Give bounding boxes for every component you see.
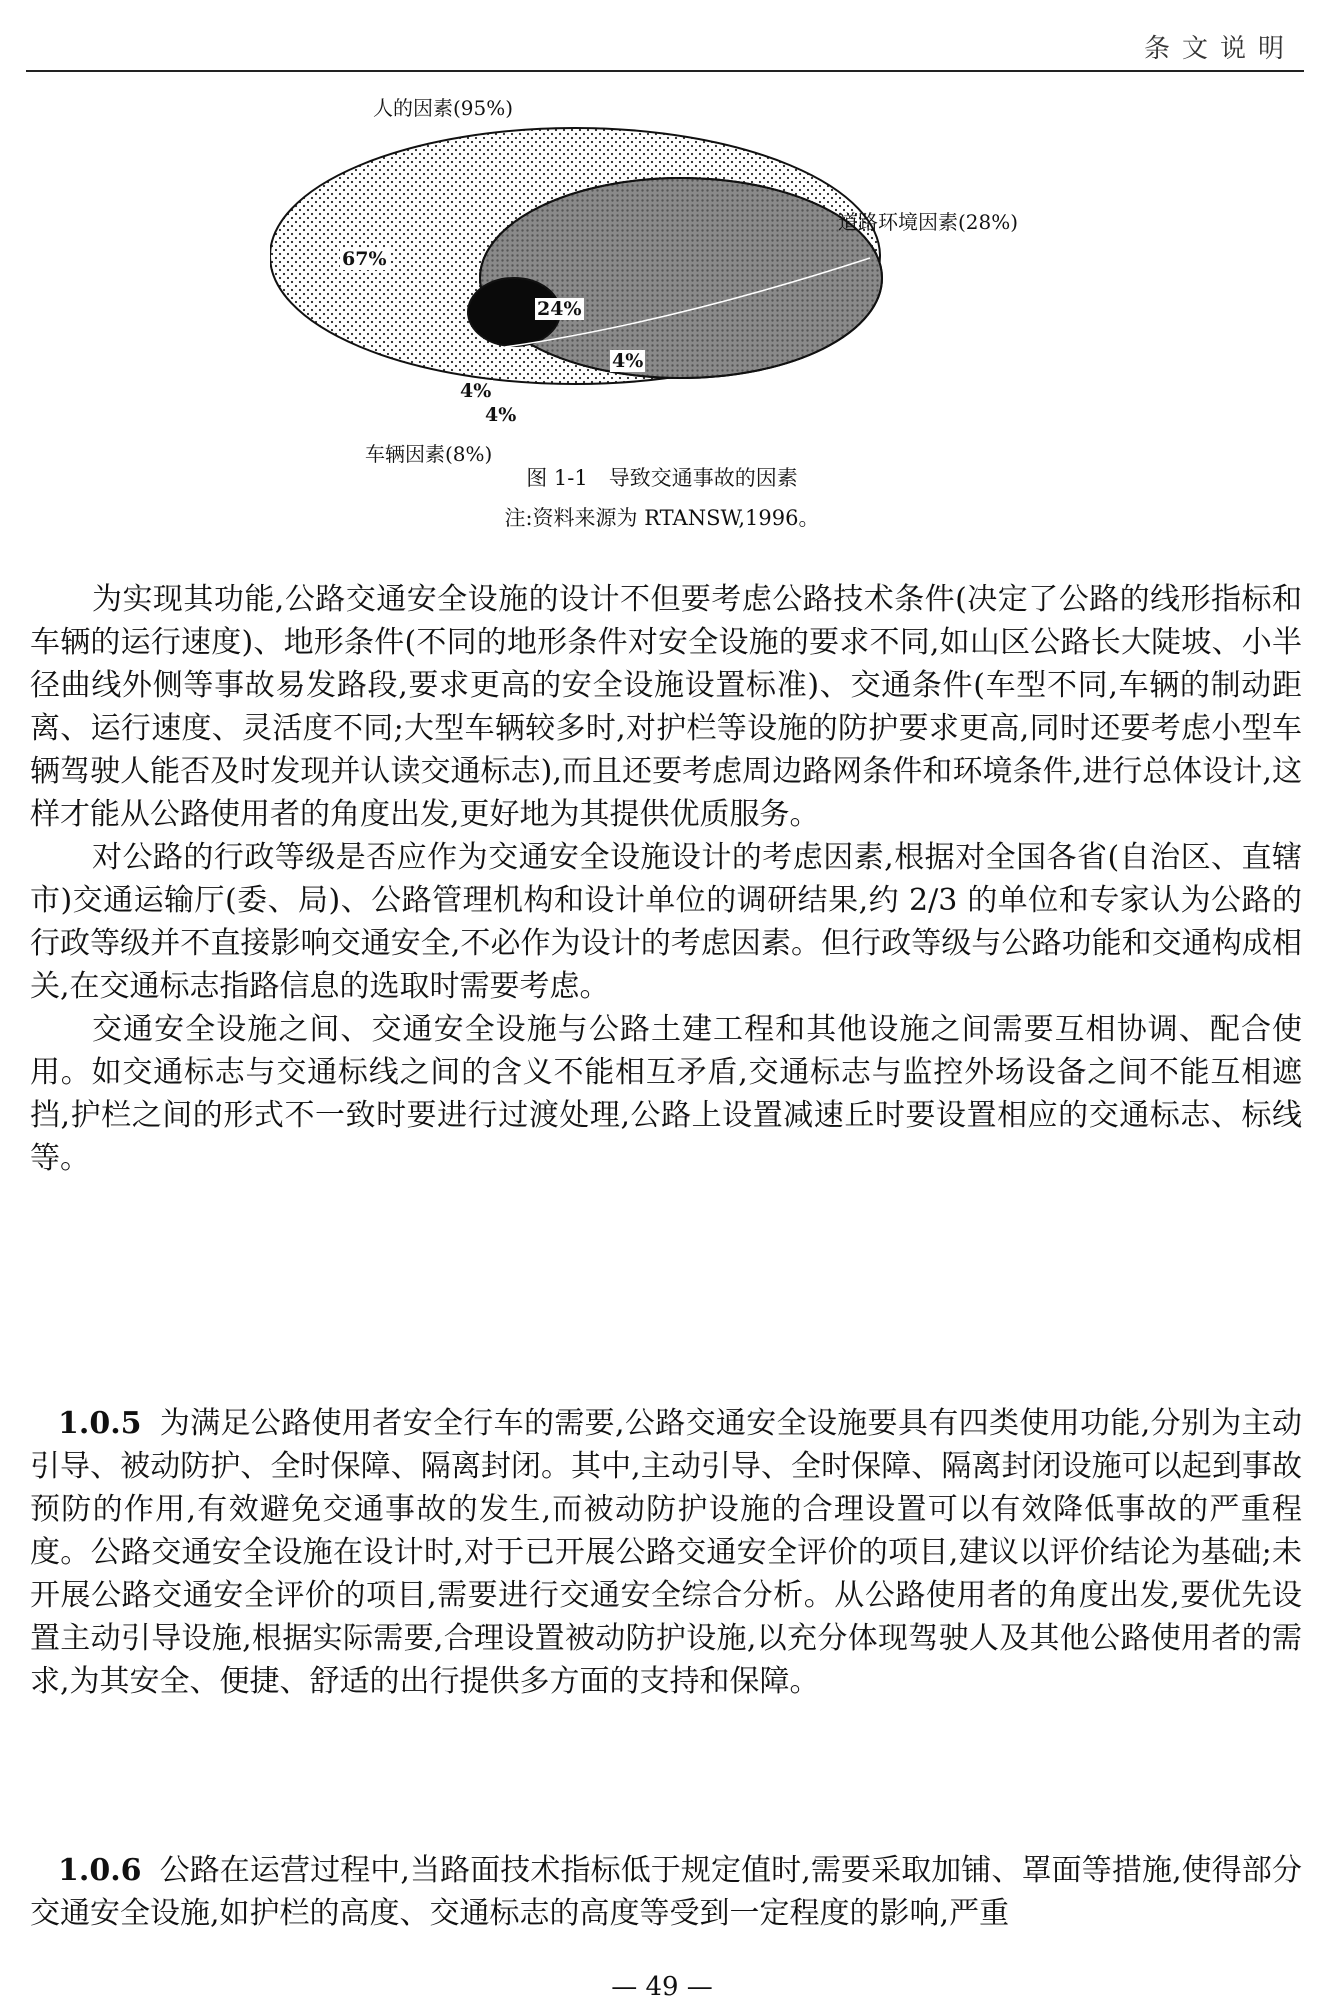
pct-all-three: 4% — [485, 404, 517, 426]
pct-human-only: 67% — [342, 248, 387, 270]
clause-1-0-5 — [30, 1402, 1302, 1703]
paragraph-block — [30, 578, 1302, 1180]
pct-human-road: 24% — [537, 298, 582, 320]
paragraph: 交通安全设施之间、交通安全设施与公路土建工程和其他设施之间需要互相协调、配合使用。如交通标志与交通标线之间的含义不能相互矛盾,交通标志与监控外场设备之间不能互相遮挡,护栏之间的形式不一致时要进行过渡处理,公路上设置减速丘时要设置相应的交通标志、标线等。 — [30, 1012, 1302, 1176]
venn-figure — [270, 96, 1070, 508]
pct-road-only: 4% — [612, 350, 644, 372]
clause-text: 为满足公路使用者安全行车的需要,公路交通安全设施要具有四类使用功能,分别为主动引导、被动防护、全时保障、隔离封闭。其中,主动引导、全时保障、隔离封闭设施可以起到事故预防的作用,有效避免交通事故的发生,而被动防护设施的合理设置可以有效降低事故的严重程度。公路交通安全设施在设计时,对于已开展公路交通安全评价的项目,建议以评价结论为基础;未开展公路交通安全评价的项目,需要进行交通安全综合分析。从公路使用者的角度出发,要优先设置主动引导设施,根据实际需要,合理设置被动防护设施,以充分体现驾驶人及其他公路使用者的需求,为其安全、便捷、舒适的出行提供多方面的支持和保障。 — [30, 1406, 1302, 1699]
page-header — [26, 18, 1304, 72]
human-factor-label: 人的因素(95%) — [373, 96, 514, 120]
page-number: — 49 — — [611, 1972, 713, 2002]
header-title: 条文说明 — [1143, 34, 1296, 64]
figure-note: 注:资料来源为 RTANSW,1996。 — [504, 506, 820, 530]
clause-number: 1.0.6 — [58, 1853, 142, 1888]
figure-caption: 图 1-1 导致交通事故的因素 — [526, 466, 798, 490]
clause-text: 公路在运营过程中,当路面技术指标低于规定值时,需要采取加铺、罩面等措施,使得部分交通安全设施,如护栏的高度、交通标志的高度等受到一定程度的影响,严重 — [30, 1853, 1302, 1931]
vehicle-factor-label: 车辆因素(8%) — [365, 442, 493, 466]
clause-1-0-6 — [30, 1849, 1302, 1935]
clause-number: 1.0.5 — [58, 1406, 142, 1441]
pct-human-vehicle: 4% — [460, 380, 492, 402]
paragraph: 对公路的行政等级是否应作为交通安全设施设计的考虑因素,根据对全国各省(自治区、直辖市)交通运输厅(委、局)、公路管理机构和设计单位的调研结果,约 2/3 的单位和专家认为公路的行政等级并不直接影响交通安全,不必作为设计的考虑因素。但行政等级与公路功能和交通构成相关,在交通标志指路信息的选取时需要考虑。 — [30, 840, 1302, 1004]
road-factor-ellipse — [480, 178, 882, 378]
paragraph: 为实现其功能,公路交通安全设施的设计不但要考虑公路技术条件(决定了公路的线形指标和车辆的运行速度)、地形条件(不同的地形条件对安全设施的要求不同,如山区公路长大陡坡、小半径曲线外侧等事故易发路段,要求更高的安全设施设置标准)、交通条件(车型不同,车辆的制动距离、运行速度、灵活度不同;大型车辆较多时,对护栏等设施的防护要求更高,同时还要考虑小型车辆驾驶人能否及时发现并认读交通标志),而且还要考虑周边路网条件和环境条件,进行总体设计,这样才能从公路使用者的角度出发,更好地为其提供优质服务。 — [30, 582, 1302, 832]
road-factor-label: 道路环境因素(28%) — [838, 210, 1019, 234]
